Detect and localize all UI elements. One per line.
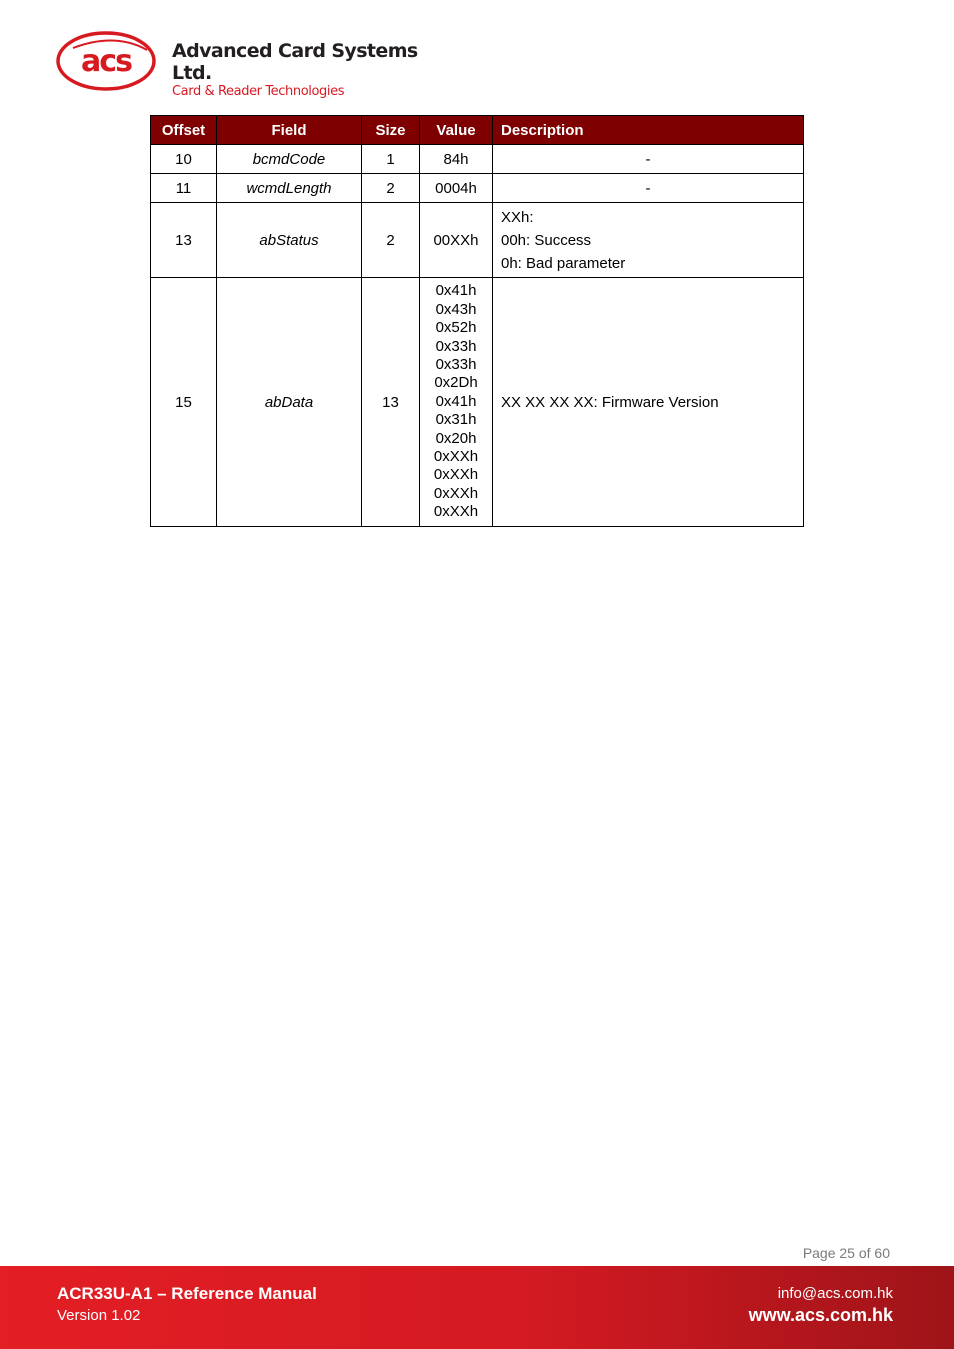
table-row [151,203,804,278]
description-cell: XX XX XX XX: Firmware Version [493,278,804,527]
value-line: 0x33h [435,355,477,373]
value-line: 0x33h [435,337,477,355]
table-header-row [151,116,804,145]
website-link: www.acs.com.hk [748,1305,893,1325]
table-row [151,278,804,527]
column-header-value: Value [420,116,493,145]
value-cell: 00XXh [420,203,493,278]
value-cell: 84h [420,145,493,174]
table-row [151,174,804,203]
size-cell: 2 [362,174,420,203]
size-cell: 13 [362,278,420,527]
size-cell: 2 [362,203,420,278]
value-line: 0xXXh [433,484,479,502]
value-line: 0x52h [435,319,477,337]
logo-mark-text: acs [81,44,131,79]
description-line: 00h: Success [501,231,592,249]
offset-cell: 13 [151,203,217,278]
value-line: 0xXXh [433,466,479,484]
table-row [151,145,804,174]
value-line: 0x41h [435,282,477,300]
column-header-size: Size [362,116,420,145]
description-line: XXh: [501,208,534,226]
value-line: 0x41h [435,392,477,410]
field-cell: wcmdLength [217,174,362,203]
field-cell: abData [217,278,362,527]
value-cell [420,278,493,527]
acs-logo-icon [55,30,159,92]
value-line: 0x31h [435,411,477,429]
value-line: 0x43h [435,300,477,318]
offset-cell: 11 [151,174,217,203]
description-cell: - [493,174,804,203]
offset-cell: 10 [151,145,217,174]
field-cell: abStatus [217,203,362,278]
company-logo [55,30,455,99]
page-number: Page 25 of 60 [802,1245,890,1261]
size-cell: 1 [362,145,420,174]
field-cell: bcmdCode [217,145,362,174]
document-version: Version 1.02 [57,1307,141,1324]
offset-cell: 15 [151,278,217,527]
company-name: Advanced Card Systems Ltd. [172,40,418,84]
column-header-field: Field [217,116,362,145]
column-header-offset: Offset [151,116,217,145]
description-cell [493,203,804,278]
contact-email: info@acs.com.hk [777,1285,893,1302]
company-tagline: Card & Reader Technologies [172,84,345,99]
page-footer [0,1266,954,1349]
description-line: 0h: Bad parameter [501,254,626,272]
value-line: 0xXXh [433,448,479,466]
response-format-table [150,115,804,527]
value-line: 0x20h [435,429,477,447]
document-title: ACR33U-A1 – Reference Manual [57,1284,317,1303]
description-cell: - [493,145,804,174]
value-line: 0xXXh [433,503,479,521]
value-cell: 0004h [420,174,493,203]
column-header-description: Description [493,116,804,145]
value-line: 0x2Dh [434,374,478,392]
